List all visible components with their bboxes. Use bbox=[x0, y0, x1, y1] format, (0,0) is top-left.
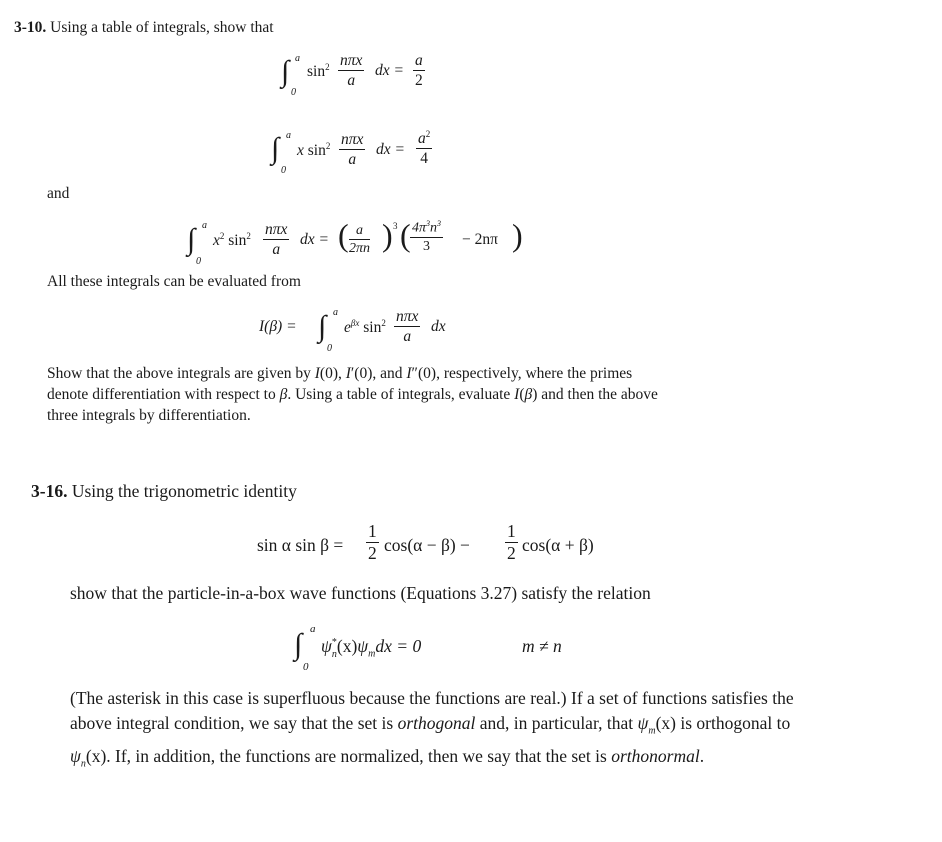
problem-intro: Using the trigonometric identity bbox=[71, 481, 297, 501]
m-not-equal-n: m ≠ n bbox=[522, 636, 562, 656]
identity-lhs: sin α sin β = bbox=[257, 535, 344, 555]
rhs-fraction: $\frac{a}{2}$ bbox=[415, 52, 423, 89]
integral-sign: ∫ bbox=[281, 55, 290, 88]
upper-limit: a bbox=[310, 623, 316, 635]
integral-sign: ∫ bbox=[318, 310, 327, 343]
left-paren-1: ( bbox=[338, 217, 349, 253]
i-beta-lhs: I(β) = bbox=[259, 318, 297, 335]
upper-limit: a bbox=[295, 53, 300, 64]
dx-equals: dx = bbox=[300, 231, 329, 248]
left-paren-2: ( bbox=[400, 217, 411, 253]
lower-limit: 0 bbox=[303, 661, 309, 673]
cube-exponent: 3 bbox=[393, 221, 398, 231]
right-paren-2: ) bbox=[512, 217, 523, 253]
problem-316-paragraph: (The asterisk in this case is superfluous because the functions are real.) If a set of functions satisfies the above integral condition, we say that the set is orthogonal and, in particular, that $\psi_m(x)$ is orthogonal to $\psi_n(x)$. If, in addition, the functions are normalized, then we say that the set is orthonormal. bbox=[70, 688, 794, 769]
dx-equals: dx = bbox=[376, 141, 405, 158]
x-sin-term: x $\sin^2$ bbox=[297, 141, 331, 160]
lower-limit: 0 bbox=[281, 165, 286, 176]
paren1-fraction: $\frac{a}{2\pi n}$ bbox=[349, 223, 371, 256]
lower-limit: 0 bbox=[327, 343, 332, 354]
problem-number: 3-10. bbox=[14, 19, 47, 36]
integral-sign: ∫ bbox=[271, 132, 280, 165]
show-that-text: show that the particle-in-a-box wave functions (Equations 3.27) satisfy the relation bbox=[70, 583, 651, 603]
argument-fraction: nπx a bbox=[340, 52, 363, 89]
dx: dx bbox=[431, 318, 446, 335]
right-paren-1: ) bbox=[382, 217, 393, 253]
argument-fraction: nπx a bbox=[341, 131, 364, 168]
upper-limit: a bbox=[333, 307, 338, 318]
paren2-fraction: $\frac{4\pi^3n^3}{3}$ bbox=[412, 219, 442, 254]
minus-2npi: − 2nπ bbox=[462, 231, 498, 248]
integral-sign: ∫ bbox=[294, 628, 303, 661]
all-these-text: All these integrals can be evaluated from bbox=[47, 273, 301, 290]
argument-fraction: nπx a bbox=[396, 308, 419, 345]
lower-limit: 0 bbox=[196, 256, 201, 267]
x2-sin-term: $x^2$ $\sin^2$ bbox=[213, 231, 251, 250]
integral-sign: ∫ bbox=[187, 223, 196, 256]
problem-316-heading bbox=[31, 481, 297, 502]
upper-limit: a bbox=[286, 130, 291, 141]
argument-fraction: nπx a bbox=[265, 221, 288, 258]
dx-equals: dx = bbox=[375, 62, 404, 79]
cos-difference: cos(α − β) − bbox=[384, 535, 470, 555]
exp-sin-term: $e^{\beta x}$ $\sin^2$ bbox=[344, 318, 386, 337]
lower-limit: 0 bbox=[291, 87, 296, 98]
upper-limit: a bbox=[202, 220, 207, 231]
half-fraction-1: $\frac{1}{2}$ bbox=[368, 521, 377, 563]
problem-310-paragraph: Show that the above integrals are given by I(0), I′(0), and I″(0), respectively, where the primes denote differentiation with respect to β. Using a table of integrals, evaluate I(β) and then the above three integrals by differentiation. bbox=[47, 365, 658, 424]
problem-number: 3-16. bbox=[31, 481, 68, 501]
problem-310-heading bbox=[14, 19, 274, 37]
psi-product: $\psi^*_n(x)\psi_mdx = 0$ bbox=[321, 636, 422, 660]
and-text: and bbox=[47, 185, 70, 202]
rhs-fraction: $\frac{a^2}{4}$ bbox=[418, 129, 431, 167]
problem-intro: Using a table of integrals, show that bbox=[50, 19, 274, 36]
cos-sum: cos(α + β) bbox=[522, 535, 594, 555]
sin-term: $\sin^2$ bbox=[307, 62, 330, 81]
half-fraction-2: $\frac{1}{2}$ bbox=[507, 521, 516, 563]
